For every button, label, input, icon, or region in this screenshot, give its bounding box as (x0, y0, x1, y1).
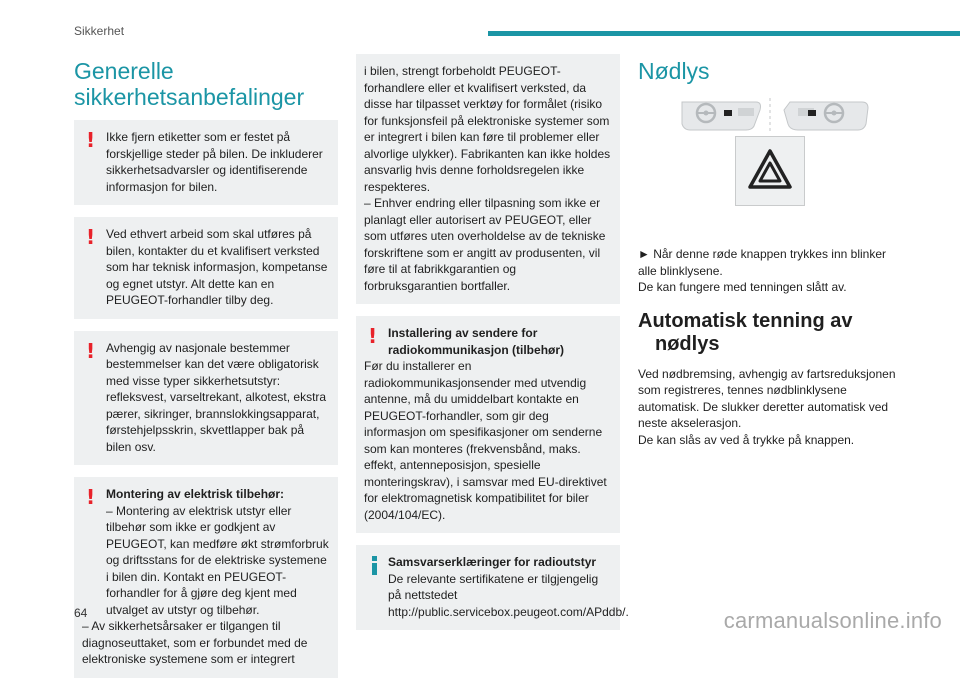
note-text: i bilen, strengt forbeholdt PEUGEOT-forhandlere eller et kvalifisert verksted, da disse har tilpasset verktøy for formålet (risiko for funksjonsfeil på elektroniske systemer som er integrert i bilen kan føre til problemer eller alvorlige ulykker). Fabrikanten kan ikke holdes ansvarlig hvis denne forholdsregelen ikke respekteres. (364, 64, 611, 194)
section-title-hazard: Nødlys (638, 58, 710, 84)
warning-mark-icon: ! (86, 338, 96, 363)
warning-mark-icon: ! (86, 485, 96, 509)
section-title-general: Generelle sikkerhetsanbefalinger (74, 58, 305, 110)
note-line: – Montering av elektrisk utstyr eller tilbehør som ikke er godkjent av PEUGEOT, kan medføre økt strømforbruk og driftsstans for de elektriske systemene i bilen din. Kontakt en PEUGEOT-forhandler for å gjøre deg kjent med utvalget av utstyr og tilbehør. (106, 503, 329, 617)
column-right (638, 54, 902, 448)
warning-note-labels: ! Ikke fjern etiketter som er festet på forskjellige steder på bilen. De inkluderer sikkerhetsadvarsler og identifiserende informasjon for bilen. (74, 120, 338, 205)
header-accent-bar (488, 31, 960, 36)
warning-mark-icon: ! (86, 128, 96, 152)
hazard-button (735, 136, 805, 206)
auto-hazard-text: Ved nødbremsing, avhengig av fartsreduksjonen som registreres, tennes nødblinklysene automatisk. De slukker deretter automatisk ved neste akselerasjon. De kan slås av ved å trykke på knappen. (638, 366, 896, 447)
warning-note-accessories (74, 477, 338, 678)
page-number: 64 (74, 606, 88, 620)
info-mark-icon (368, 555, 380, 575)
hazard-triangle-icon (736, 137, 804, 205)
note-continuation (356, 54, 620, 304)
section-subtitle-auto: Automatisk tenning av nødlys (638, 309, 853, 355)
warning-note-workshop: ! Ved ethvert arbeid som skal utføres på bilen, kontakter du et kvalifisert verksted som har teknisk informasjon, kompetanse og egnet utstyr. Alt dette kan en PEUGEOT-forhandler tilby deg. (74, 217, 338, 319)
note-title: Montering av elektrisk tilbehør: (106, 487, 285, 501)
hazard-instruction: ► Når denne røde knappen trykkes inn blinker alle blinklysene. De kan fungere med tenningen slått av. (638, 247, 887, 294)
note-title: Samsvarserklæringer for radioutstyr (388, 555, 597, 569)
note-title: Installering av sendere for radiokommunikasjon (tilbehør) (388, 326, 565, 357)
dashboard-illustration (638, 92, 902, 136)
column-middle (356, 54, 629, 642)
warning-mark-icon: ! (86, 225, 96, 249)
warning-note-equipment: ! Avhengig av nasjonale bestemmer bestemmelser kan det være obligatorisk med visse typer sikkerhetsutstyr: refleksvest, varseltrekant, alkotest, ekstra pærer, sikringer, brannslokkingsapparat, førstehjelpsskrin, skvettlapper bak på bilen osv. (74, 331, 338, 466)
watermark: carmanualsonline.info (723, 608, 942, 633)
column-left (74, 54, 338, 678)
note-text: Før du installerer en radiokommunikasjonsender med utvendig antenne, må du umiddelbart kontakte en PEUGEOT-forhandler, som gir deg informasjon om spesifikasjoner om senderne som kan monteres (frekvensbånd, maks. effekt, antenneposisjon, spesielle monteringskrav), i samsvar med EU-direktivet for elektromagnetisk kompatibilitet for biler (2004/104/EC). (364, 359, 607, 522)
warning-mark-icon: ! (368, 324, 378, 348)
note-line: – Av sikkerhetsårsaker er tilgangen til diagnoseuttaket, som er forbundet med de elektroniske systemene som er integrert (82, 619, 308, 666)
note-text: De relevante sertifikatene er tilgjengelig på nettstedet http://public.servicebox.peugeot.com/APddb/. (388, 571, 629, 619)
info-note-declarations (356, 545, 629, 630)
hazard-button-illustration (638, 92, 902, 232)
note-text: – Enhver endring eller tilpasning som ikke er planlagt eller autorisert av PEUGEOT, eller som utføres uten overholdelse av de tekniske forskriftene som er angitt av produsenten, vil føre til at fabrikkgarantien og forbruksgarantien bortfaller. (364, 196, 606, 293)
section-header: Sikkerhet (74, 24, 125, 38)
warning-note-radio (356, 316, 620, 533)
